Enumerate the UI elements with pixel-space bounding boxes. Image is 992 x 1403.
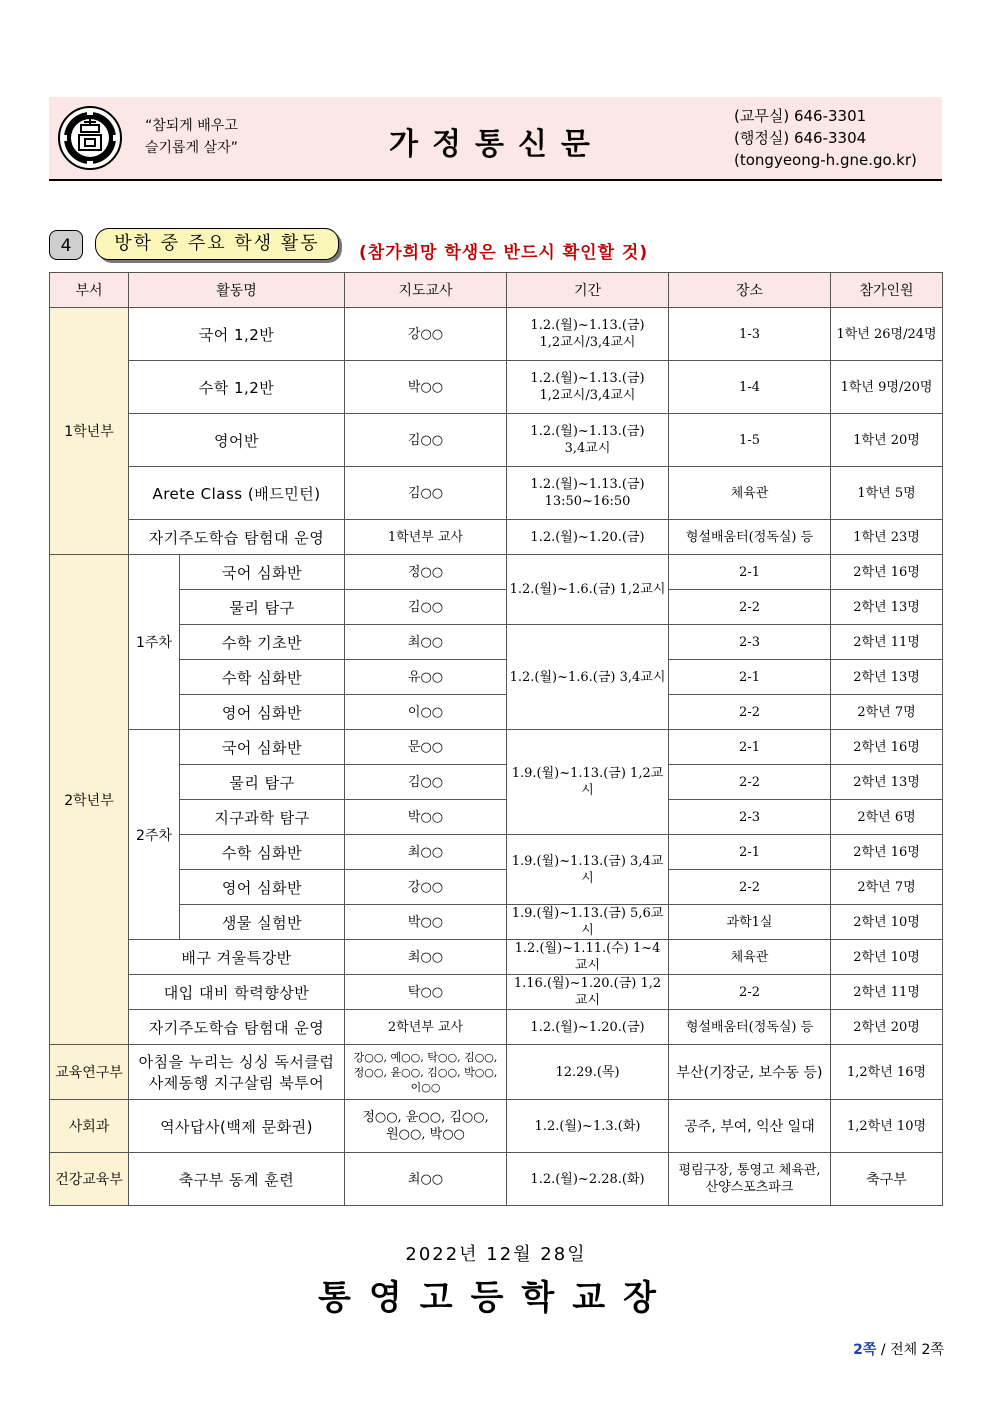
period-line: 13:50~16:50 bbox=[544, 494, 631, 509]
place-cell: 부산(기장군, 보수동 등) bbox=[669, 1045, 831, 1100]
place-cell: 1-4 bbox=[669, 361, 831, 414]
count-cell: 축구부 bbox=[831, 1153, 943, 1206]
activity-cell: 축구부 동계 훈련 bbox=[129, 1153, 345, 1206]
place-cell: 형설배움터(정독실) 등 bbox=[669, 520, 831, 555]
count-cell: 2학년 7명 bbox=[831, 695, 943, 730]
activity-cell: 배구 겨울특강반 bbox=[129, 940, 345, 975]
period-cell: 1.2.(월)~2.28.(화) bbox=[507, 1153, 669, 1206]
dept-cell: 2학년부 bbox=[50, 555, 129, 1045]
teacher-line: 원○○, 박○○ bbox=[386, 1127, 465, 1142]
count-cell: 2학년 20명 bbox=[831, 1010, 943, 1045]
period-cell: 1.16.(월)~1.20.(금) 1,2교시 bbox=[507, 975, 669, 1010]
activity-cell: 자기주도학습 탐험대 운영 bbox=[129, 1010, 345, 1045]
activity-cell: 지구과학 탐구 bbox=[180, 800, 345, 835]
place-cell: 2-3 bbox=[669, 625, 831, 660]
dept-cell: 교육연구부 bbox=[50, 1045, 129, 1100]
teacher-cell: 강○○ bbox=[345, 870, 507, 905]
principal-signature: 통영고등학교장 bbox=[318, 1278, 674, 1318]
period-cell: 1.9.(월)~1.13.(금) 3,4교시 bbox=[507, 835, 669, 905]
count-cell: 1,2학년 10명 bbox=[831, 1100, 943, 1153]
period-cell bbox=[507, 414, 669, 467]
teacher-cell: 박○○ bbox=[345, 905, 507, 940]
count-cell: 1학년 23명 bbox=[831, 520, 943, 555]
table-row bbox=[50, 765, 943, 800]
teacher-cell: 김○○ bbox=[345, 467, 507, 520]
activity-cell: 국어 심화반 bbox=[180, 730, 345, 765]
place-cell: 2-2 bbox=[669, 975, 831, 1010]
activity-cell: 영어반 bbox=[129, 414, 345, 467]
period-cell: 1.2.(월)~1.6.(금) 3,4교시 bbox=[507, 625, 669, 730]
period-cell bbox=[507, 361, 669, 414]
issue-date: 2022년 12월 28일 bbox=[405, 1244, 587, 1265]
period-cell: 1.2.(월)~1.6.(금) 1,2교시 bbox=[507, 555, 669, 625]
period-line: 1.2.(월)~1.13.(금) bbox=[530, 424, 645, 439]
period-cell: 1.9.(월)~1.13.(금) 5,6교시 bbox=[507, 905, 669, 940]
period-line: 1.2.(월)~1.13.(금) bbox=[530, 477, 645, 492]
table-row bbox=[50, 1010, 943, 1045]
teacher-cell: 최○○ bbox=[345, 1153, 507, 1206]
table-header-row bbox=[50, 273, 943, 308]
teacher-cell: 최○○ bbox=[345, 940, 507, 975]
table-row bbox=[50, 905, 943, 940]
dept-cell: 사회과 bbox=[50, 1100, 129, 1153]
place-cell: 2-3 bbox=[669, 800, 831, 835]
motto-line-1: “참되게 배우고 bbox=[145, 118, 238, 134]
teacher-cell: 정○○ bbox=[345, 555, 507, 590]
period-line: 1,2교시/3,4교시 bbox=[539, 335, 636, 350]
place-cell: 2-1 bbox=[669, 835, 831, 870]
dept-cell: 건강교육부 bbox=[50, 1153, 129, 1206]
count-cell: 2학년 11명 bbox=[831, 625, 943, 660]
school-emblem-icon bbox=[57, 105, 123, 171]
period-line: 1.2.(월)~1.13.(금) bbox=[530, 371, 645, 386]
section-title: 방학 중 주요 학생 활동 bbox=[95, 228, 339, 260]
teacher-cell: 김○○ bbox=[345, 414, 507, 467]
place-cell: 체육관 bbox=[669, 940, 831, 975]
teacher-cell: 박○○ bbox=[345, 361, 507, 414]
activity-cell: 영어 심화반 bbox=[180, 870, 345, 905]
header-teacher: 지도교사 bbox=[345, 273, 507, 308]
teacher-cell: 문○○ bbox=[345, 730, 507, 765]
table-row bbox=[50, 590, 943, 625]
activity-cell: 역사답사(백제 문화권) bbox=[129, 1100, 345, 1153]
period-cell: 1.2.(월)~1.11.(수) 1~4교시 bbox=[507, 940, 669, 975]
header-period: 기간 bbox=[507, 273, 669, 308]
count-cell: 2학년 11명 bbox=[831, 975, 943, 1010]
header-activity: 활동명 bbox=[129, 273, 345, 308]
period-line: 1.2.(월)~1.13.(금) bbox=[530, 318, 645, 333]
count-cell: 1학년 26명/24명 bbox=[831, 308, 943, 361]
teacher-cell: 탁○○ bbox=[345, 975, 507, 1010]
teacher-cell bbox=[345, 1045, 507, 1100]
table-row bbox=[50, 730, 943, 765]
count-cell: 2학년 13명 bbox=[831, 590, 943, 625]
period-cell: 12.29.(목) bbox=[507, 1045, 669, 1100]
contact-line-1: (교무실) 646-3301 bbox=[734, 107, 867, 125]
motto-line-2: 슬기롭게 살자” bbox=[145, 140, 238, 156]
activity-cell: 물리 탐구 bbox=[180, 765, 345, 800]
count-cell: 2학년 7명 bbox=[831, 870, 943, 905]
activity-cell: 수학 심화반 bbox=[180, 835, 345, 870]
table-row bbox=[50, 625, 943, 660]
activity-line: 사제동행 지구살림 북투어 bbox=[148, 1074, 325, 1092]
teacher-cell: 김○○ bbox=[345, 765, 507, 800]
count-cell: 2학년 10명 bbox=[831, 940, 943, 975]
teacher-cell: 1학년부 교사 bbox=[345, 520, 507, 555]
count-cell: 2학년 16명 bbox=[831, 835, 943, 870]
place-cell: 과학1실 bbox=[669, 905, 831, 940]
teacher-line: 강○○, 예○○, 탁○○, 김○○, bbox=[353, 1050, 498, 1064]
table-row bbox=[50, 660, 943, 695]
table-row bbox=[50, 835, 943, 870]
period-cell: 1.2.(월)~1.20.(금) bbox=[507, 520, 669, 555]
count-cell: 1학년 20명 bbox=[831, 414, 943, 467]
activity-cell: 수학 기초반 bbox=[180, 625, 345, 660]
period-cell bbox=[507, 467, 669, 520]
contact-line-2: (행정실) 646-3304 bbox=[734, 129, 867, 147]
place-cell: 1-5 bbox=[669, 414, 831, 467]
activity-cell: 자기주도학습 탐험대 운영 bbox=[129, 520, 345, 555]
table-row bbox=[50, 870, 943, 905]
page-title: 가정통신문 bbox=[389, 127, 604, 162]
table-row bbox=[50, 467, 943, 520]
header-dept: 부서 bbox=[50, 273, 129, 308]
period-cell bbox=[507, 308, 669, 361]
activity-cell: 대입 대비 학력향상반 bbox=[129, 975, 345, 1010]
place-cell: 형설배움터(정독실) 등 bbox=[669, 1010, 831, 1045]
section-note: (참가희망 학생은 반드시 확인할 것) bbox=[359, 243, 649, 263]
teacher-line: 정○○, 윤○○, 김○○, bbox=[362, 1110, 489, 1125]
activity-line: 아침을 누리는 싱싱 독서클럽 bbox=[138, 1053, 335, 1071]
table-row bbox=[50, 520, 943, 555]
week-cell: 1주차 bbox=[129, 555, 180, 730]
period-cell: 1.2.(월)~1.20.(금) bbox=[507, 1010, 669, 1045]
dept-cell: 1학년부 bbox=[50, 308, 129, 555]
place-cell bbox=[669, 1153, 831, 1206]
teacher-cell: 강○○ bbox=[345, 308, 507, 361]
activity-cell: 영어 심화반 bbox=[180, 695, 345, 730]
period-line: 1,2교시/3,4교시 bbox=[539, 388, 636, 403]
table-row bbox=[50, 695, 943, 730]
place-line: 산양스포츠파크 bbox=[705, 1180, 794, 1195]
count-cell: 2학년 10명 bbox=[831, 905, 943, 940]
place-cell: 1-3 bbox=[669, 308, 831, 361]
newsletter-header bbox=[49, 97, 942, 181]
teacher-cell: 최○○ bbox=[345, 835, 507, 870]
teacher-cell: 박○○ bbox=[345, 800, 507, 835]
teacher-cell: 유○○ bbox=[345, 660, 507, 695]
activity-cell: 국어 심화반 bbox=[180, 555, 345, 590]
place-cell: 2-2 bbox=[669, 870, 831, 905]
count-cell: 1,2학년 16명 bbox=[831, 1045, 943, 1100]
header-place: 장소 bbox=[669, 273, 831, 308]
table-row bbox=[50, 308, 943, 361]
teacher-cell: 김○○ bbox=[345, 590, 507, 625]
period-cell: 1.9.(월)~1.13.(금) 1,2교시 bbox=[507, 730, 669, 835]
header-count: 참가인원 bbox=[831, 273, 943, 308]
page-separator: / bbox=[876, 1342, 891, 1358]
table-row bbox=[50, 800, 943, 835]
place-cell: 2-2 bbox=[669, 695, 831, 730]
activity-cell: 수학 심화반 bbox=[180, 660, 345, 695]
activity-table bbox=[49, 272, 943, 1206]
activity-cell: 물리 탐구 bbox=[180, 590, 345, 625]
count-cell: 2학년 16명 bbox=[831, 730, 943, 765]
place-cell: 체육관 bbox=[669, 467, 831, 520]
teacher-cell: 최○○ bbox=[345, 625, 507, 660]
week-cell: 2주차 bbox=[129, 730, 180, 940]
place-cell: 2-1 bbox=[669, 660, 831, 695]
section-number: 4 bbox=[49, 230, 83, 260]
place-cell: 2-2 bbox=[669, 765, 831, 800]
activity-cell: 국어 1,2반 bbox=[129, 308, 345, 361]
page-total: 전체 2쪽 bbox=[890, 1342, 944, 1358]
table-row bbox=[50, 555, 943, 590]
contact-line-3: (tongyeong-h.gne.go.kr) bbox=[734, 151, 917, 169]
activity-cell bbox=[129, 1045, 345, 1100]
table-row bbox=[50, 940, 943, 975]
place-cell: 2-1 bbox=[669, 730, 831, 765]
teacher-cell bbox=[345, 1100, 507, 1153]
count-cell: 2학년 16명 bbox=[831, 555, 943, 590]
page-current: 2쪽 bbox=[853, 1342, 877, 1358]
count-cell: 1학년 5명 bbox=[831, 467, 943, 520]
page-number bbox=[853, 1339, 944, 1359]
activity-cell: Arete Class (배드민턴) bbox=[129, 467, 345, 520]
period-line: 3,4교시 bbox=[564, 441, 611, 456]
activity-cell: 생물 실험반 bbox=[180, 905, 345, 940]
place-cell: 2-1 bbox=[669, 555, 831, 590]
teacher-line: 정○○, 윤○○, 김○○, 박○○, 이○○ bbox=[353, 1065, 498, 1094]
contact-info bbox=[734, 105, 917, 171]
activity-cell: 수학 1,2반 bbox=[129, 361, 345, 414]
teacher-cell: 이○○ bbox=[345, 695, 507, 730]
table-row bbox=[50, 361, 943, 414]
table-row bbox=[50, 1153, 943, 1206]
period-cell: 1.2.(월)~1.3.(화) bbox=[507, 1100, 669, 1153]
count-cell: 2학년 6명 bbox=[831, 800, 943, 835]
table-row bbox=[50, 1100, 943, 1153]
count-cell: 1학년 9명/20명 bbox=[831, 361, 943, 414]
count-cell: 2학년 13명 bbox=[831, 660, 943, 695]
place-cell: 2-2 bbox=[669, 590, 831, 625]
table-row bbox=[50, 1045, 943, 1100]
table-row bbox=[50, 975, 943, 1010]
place-cell: 공주, 부여, 익산 일대 bbox=[669, 1100, 831, 1153]
table-row bbox=[50, 414, 943, 467]
place-line: 평림구장, 통영고 체육관, bbox=[678, 1163, 821, 1178]
teacher-cell: 2학년부 교사 bbox=[345, 1010, 507, 1045]
count-cell: 2학년 13명 bbox=[831, 765, 943, 800]
school-motto bbox=[145, 115, 238, 159]
